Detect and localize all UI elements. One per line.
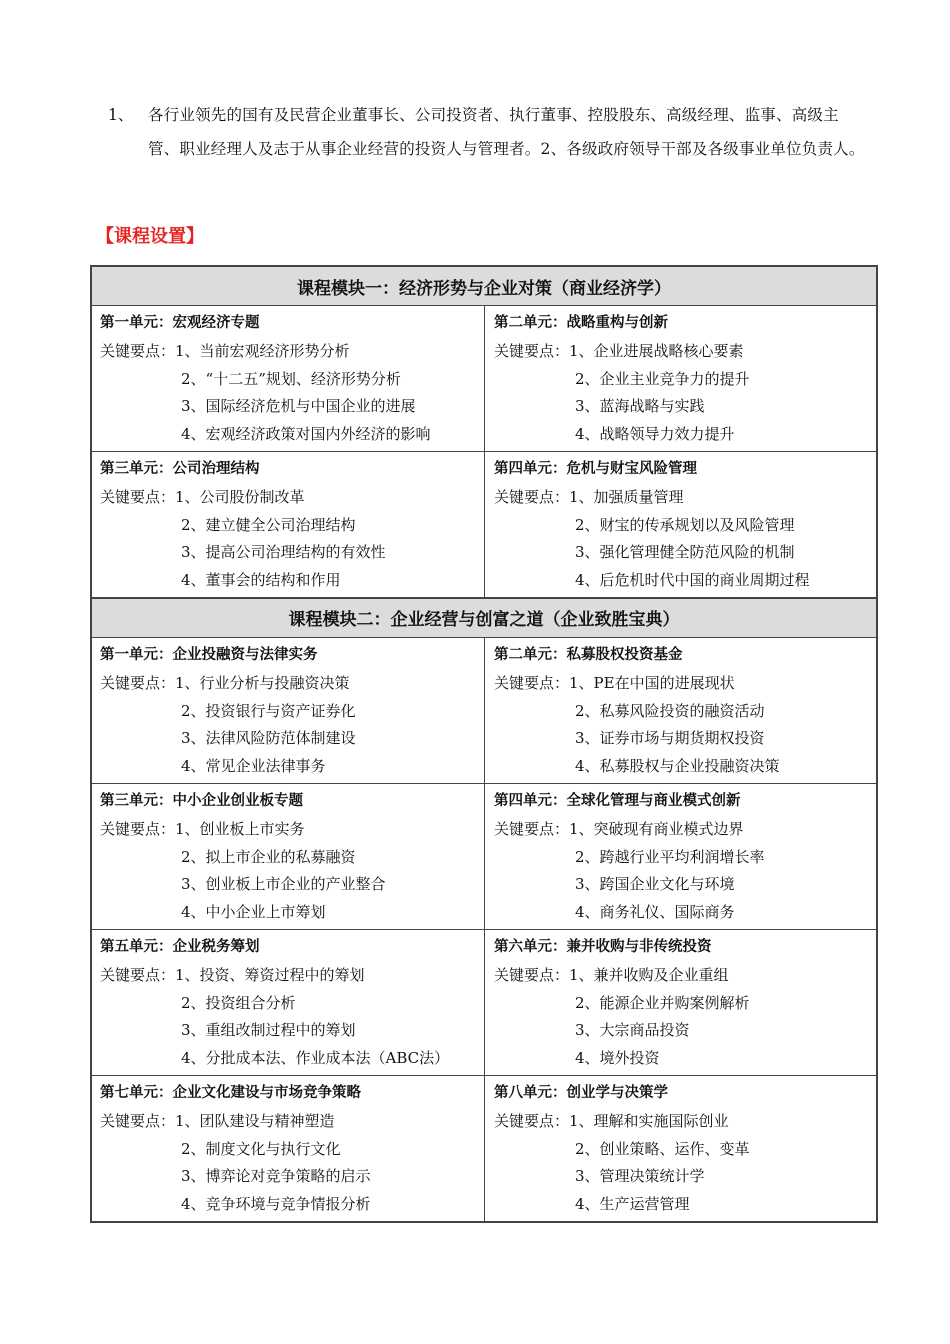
unit-row xyxy=(92,638,876,784)
key-points-label: 关键要点： xyxy=(100,1111,176,1130)
unit-row xyxy=(92,306,876,452)
unit-cell xyxy=(92,306,484,451)
key-point: 1、PE在中国的进展现状 xyxy=(569,673,735,692)
unit-cell xyxy=(92,930,484,1075)
key-point: 1、企业进展战略核心要素 xyxy=(569,341,744,360)
key-point: 2、拟上市企业的私募融资 xyxy=(181,847,356,866)
key-point: 4、宏观经济政策对国内外经济的影响 xyxy=(181,425,431,444)
key-point: 4、后危机时代中国的商业周期过程 xyxy=(575,571,810,590)
unit-row xyxy=(92,452,876,597)
unit-title: 第二单元：私募股权投资基金 xyxy=(494,646,683,663)
key-point: 4、战略领导力效力提升 xyxy=(575,425,735,444)
unit-title: 第四单元：危机与财宝风险管理 xyxy=(494,460,697,477)
key-point: 3、法律风险防范体制建设 xyxy=(181,729,356,748)
unit-title: 第五单元：企业税务筹划 xyxy=(100,938,260,955)
intro-text: 各行业领先的国有及民营企业董事长、公司投资者、执行董事、控股股东、高级经理、监事、高级主管、职业经理人及志于从事企业经营的投资人与管理者。2、各级政府领导干部及各级事业单位负责人。 xyxy=(148,106,865,158)
key-point: 4、分批成本法、作业成本法（ABC法） xyxy=(181,1049,450,1068)
key-point: 2、跨越行业平均利润增长率 xyxy=(575,847,765,866)
key-point: 4、常见企业法律事务 xyxy=(181,757,326,776)
unit-cell xyxy=(484,306,876,451)
key-point: 1、突破现有商业模式边界 xyxy=(569,819,744,838)
key-point: 2、私募风险投资的融资活动 xyxy=(575,701,765,720)
key-points-label: 关键要点： xyxy=(100,819,176,838)
unit-title: 第七单元：企业文化建设与市场竞争策略 xyxy=(100,1084,361,1101)
course-table xyxy=(90,265,878,1223)
unit-cell xyxy=(484,1076,876,1221)
key-point: 2、创业策略、运作、变革 xyxy=(575,1139,750,1158)
key-point: 1、行业分析与投融资决策 xyxy=(175,673,350,692)
key-points-label: 关键要点： xyxy=(100,673,176,692)
key-point: 4、商务礼仪、国际商务 xyxy=(575,903,735,922)
unit-title: 第二单元：战略重构与创新 xyxy=(494,315,668,331)
key-point: 1、加强质量管理 xyxy=(569,487,684,506)
key-point: 4、竞争环境与竞争情报分析 xyxy=(181,1195,371,1214)
module-title: 课程模块二：企业经营与创富之道（企业致胜宝典） xyxy=(92,597,876,638)
key-point: 1、投资、筹资过程中的筹划 xyxy=(175,965,365,984)
unit-title: 第一单元：宏观经济专题 xyxy=(100,315,260,331)
key-points-label: 关键要点： xyxy=(494,487,570,506)
key-point: 3、提高公司治理结构的有效性 xyxy=(181,543,386,562)
key-point: 1、创业板上市实务 xyxy=(175,819,305,838)
unit-title: 第一单元：企业投融资与法律实务 xyxy=(100,646,318,663)
key-point: 2、能源企业并购案例解析 xyxy=(575,993,750,1012)
unit-title: 第三单元：中小企业创业板专题 xyxy=(100,792,303,809)
key-point: 2、制度文化与执行文化 xyxy=(181,1139,341,1158)
key-point: 3、蓝海战略与实践 xyxy=(575,397,705,416)
unit-cell xyxy=(92,452,484,597)
unit-row xyxy=(92,1076,876,1221)
key-point: 2、投资银行与资产证券化 xyxy=(181,701,356,720)
key-point: 3、跨国企业文化与环境 xyxy=(575,875,735,894)
unit-cell xyxy=(484,930,876,1075)
key-point: 4、董事会的结构和作用 xyxy=(181,571,341,590)
unit-cell xyxy=(484,638,876,783)
section-title: 【课程设置】 xyxy=(96,226,204,247)
key-point: 1、兼并收购及企业重组 xyxy=(569,965,729,984)
module-title: 课程模块一：经济形势与企业对策（商业经济学） xyxy=(92,267,876,306)
key-point: 3、国际经济危机与中国企业的进展 xyxy=(181,397,416,416)
key-point: 3、重组改制过程中的筹划 xyxy=(181,1021,356,1040)
unit-cell xyxy=(92,638,484,783)
unit-cell xyxy=(92,1076,484,1221)
unit-title: 第六单元：兼并收购与非传统投资 xyxy=(494,938,712,955)
key-points-label: 关键要点： xyxy=(494,673,570,692)
unit-title: 第四单元：全球化管理与商业模式创新 xyxy=(494,792,741,809)
key-point: 2、“十二五”规划、经济形势分析 xyxy=(181,369,401,388)
unit-cell xyxy=(92,784,484,929)
key-points-label: 关键要点： xyxy=(494,341,570,360)
key-point: 4、私募股权与企业投融资决策 xyxy=(575,757,780,776)
key-point: 3、管理决策统计学 xyxy=(575,1167,705,1186)
key-point: 4、境外投资 xyxy=(575,1049,660,1068)
key-point: 2、企业主业竞争力的提升 xyxy=(575,369,750,388)
course-module xyxy=(92,267,876,597)
course-module xyxy=(92,597,876,1221)
intro-number: 1、 xyxy=(108,106,134,124)
key-point: 2、投资组合分析 xyxy=(181,993,296,1012)
key-point: 1、理解和实施国际创业 xyxy=(569,1111,729,1130)
key-points-label: 关键要点： xyxy=(494,965,570,984)
key-points-label: 关键要点： xyxy=(494,1111,570,1130)
key-point: 2、财宝的传承规划以及风险管理 xyxy=(575,515,795,534)
key-point: 1、当前宏观经济形势分析 xyxy=(175,341,350,360)
unit-title: 第三单元：公司治理结构 xyxy=(100,460,260,477)
key-point: 3、强化管理健全防范风险的机制 xyxy=(575,543,795,562)
unit-row xyxy=(92,784,876,930)
key-points-label: 关键要点： xyxy=(494,819,570,838)
unit-row xyxy=(92,930,876,1076)
key-points-label: 关键要点： xyxy=(100,487,176,506)
key-point: 3、博弈论对竞争策略的启示 xyxy=(181,1167,371,1186)
key-point: 1、公司股份制改革 xyxy=(175,487,305,506)
key-point: 1、团队建设与精神塑造 xyxy=(175,1111,335,1130)
key-point: 3、证券市场与期货期权投资 xyxy=(575,729,765,748)
key-points-label: 关键要点： xyxy=(100,965,176,984)
unit-title: 第八单元：创业学与决策学 xyxy=(494,1084,668,1101)
key-point: 2、建立健全公司治理结构 xyxy=(181,515,356,534)
unit-cell xyxy=(484,452,876,597)
key-point: 3、大宗商品投资 xyxy=(575,1021,690,1040)
key-points-label: 关键要点： xyxy=(100,341,176,360)
key-point: 3、创业板上市企业的产业整合 xyxy=(181,875,386,894)
unit-cell xyxy=(484,784,876,929)
key-point: 4、中小企业上市筹划 xyxy=(181,903,326,922)
key-point: 4、生产运营管理 xyxy=(575,1195,690,1214)
intro-paragraph xyxy=(108,98,868,166)
